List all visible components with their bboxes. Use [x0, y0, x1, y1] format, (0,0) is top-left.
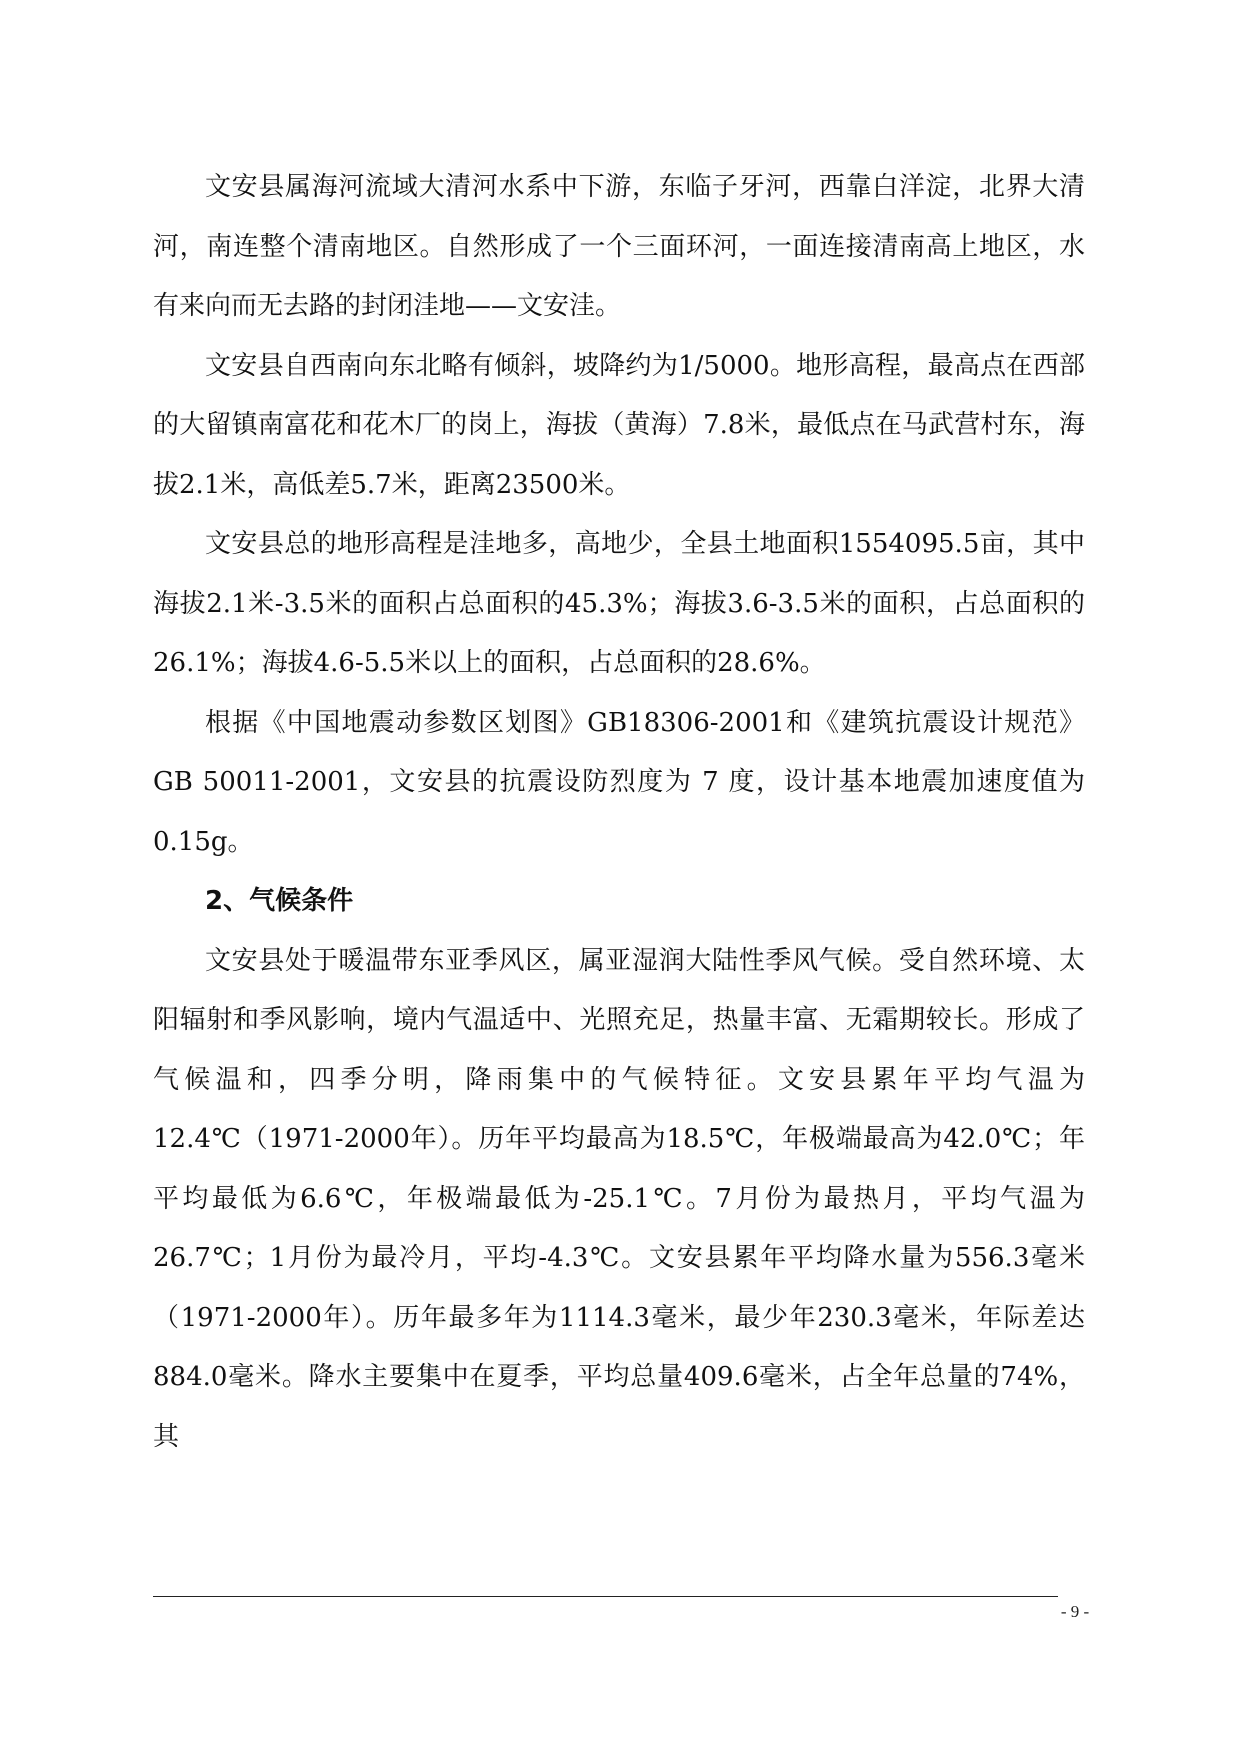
paragraph-drainage-basin: 文安县属海河流域大清河水系中下游，东临子牙河，西靠白洋淀，北界大清河，南连整个清南地区。自然形成了一个三面环河，一面连接清南高上地区，水有来向而无去路的封闭洼地——文安洼。 — [153, 172, 1085, 321]
paragraph-seismic: 根据《中国地震动参数区划图》GB18306-2001和《建筑抗震设计规范》GB 50011-2001，文安县的抗震设防烈度为 7 度，设计基本地震加速度值为 0.15g。 — [153, 707, 1085, 857]
paragraph-terrain-slope: 文安县自西南向东北略有倾斜，坡降约为1/5000。地形高程，最高点在西部的大留镇南富花和花木厂的岗上，海拔（黄海）7.8米，最低点在马武营村东，海拔2.1米，高低差5.7米，距离23500米。 — [153, 350, 1085, 500]
section-heading-climate: 2、气候条件 — [205, 886, 354, 916]
paragraph-climate: 文安县处于暖温带东亚季风区，属亚湿润大陆性季风气候。受自然环境、太阳辐射和季风影响，境内气温适中、光照充足，热量丰富、无霜期较长。形成了气候温和，四季分明，降雨集中的气候特征。文安县累年平均气温为12.4℃（1971-2000年）。历年平均最高为18.5℃，年极端最高为42.0℃；年平均最低为6.6℃，年极端最低为-25.1℃。7月份为最热月，平均气温为26.7℃；1月份为最冷月，平均-4.3℃。文安县累年平均降水量为556.3毫米（1971-2000年）。历年最多年为1114.3毫米，最少年230.3毫米，年际差达884.0毫米。降水主要集中在夏季，平均总量409.6毫米，占全年总量的74%，其 — [153, 945, 1085, 1452]
body-text — [153, 158, 1085, 1467]
footer-divider — [153, 1596, 1058, 1597]
page-number: - 9 - — [1060, 1602, 1090, 1621]
paragraph-land-area: 文安县总的地形高程是洼地多，高地少，全县土地面积1554095.5亩，其中海拔2.1米-3.5米的面积占总面积的45.3%；海拔3.6-3.5米的面积，占总面积的26.1%；海拔4.6-5.5米以上的面积，占总面积的28.6%。 — [153, 529, 1085, 678]
